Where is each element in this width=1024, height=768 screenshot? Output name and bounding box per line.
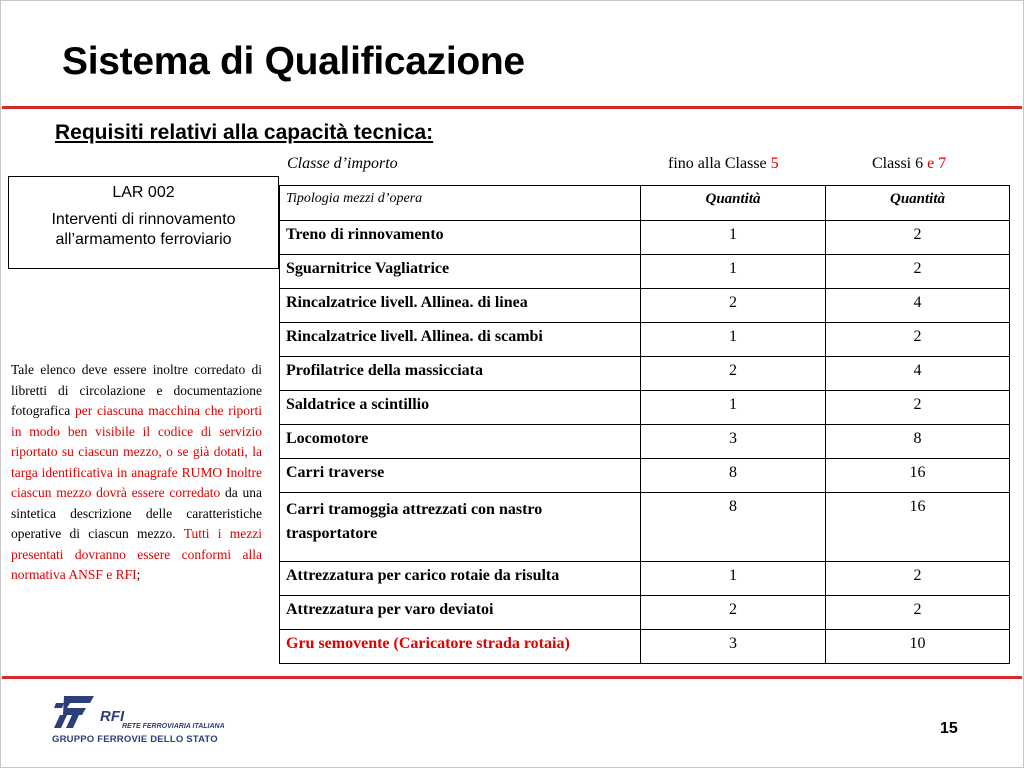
equipment-name: Carri tramoggia attrezzati con nastro trasportatore — [280, 493, 641, 562]
classe-importo-text: Classe d’importo — [287, 155, 398, 172]
class-range-1-num: 5 — [770, 155, 779, 172]
equipment-name: Carri traverse — [280, 459, 641, 493]
header-tipologia: Tipologia mezzi d’opera — [280, 186, 641, 221]
logo-tagline: RETE FERROVIARIA ITALIANA — [122, 723, 225, 730]
quantity-class-5: 1 — [641, 255, 826, 289]
equipment-name: Sguarnitrice Vagliatrice — [280, 255, 641, 289]
quantity-class-6-7: 8 — [826, 425, 1010, 459]
quantity-class-5: 2 — [641, 357, 826, 391]
table-row — [280, 596, 1010, 630]
quantity-class-6-7: 2 — [826, 221, 1010, 255]
lar-info-box — [8, 176, 279, 269]
table-row — [280, 357, 1010, 391]
equipment-name: Locomotore — [280, 425, 641, 459]
note-part-4: Tutti i mezzi presentati dovranno essere conformi alla normativa ANSF e RFI — [11, 526, 262, 582]
quantity-class-6-7: 2 — [826, 562, 1010, 596]
quantity-class-5: 3 — [641, 630, 826, 664]
note-part-1: Tale elenco deve essere inoltre corredato di libretti di circolazione e documentazione fotografica — [11, 362, 262, 418]
table-row — [280, 630, 1010, 664]
note-part-3: da una sintetica descrizione delle caratteristiche operative di ciascun mezzo. — [11, 485, 262, 541]
equipment-name: Profilatrice della massicciata — [280, 357, 641, 391]
note-part-2: per ciascuna macchina che riporti in modo ben visibile il codice di servizio riportato su ciascun mezzo, o se già dotati, la targa identificativa in anagrafe RUMO Inoltre ciascun mezzo dovrà essere corredato — [11, 403, 263, 500]
logo-group-name: GRUPPO FERROVIE DELLO STATO — [52, 734, 218, 745]
lar-code: LAR 002 — [112, 184, 175, 201]
section-subtitle: Requisiti relativi alla capacità tecnica: — [55, 121, 434, 144]
quantity-class-6-7: 2 — [826, 391, 1010, 425]
table-row — [280, 255, 1010, 289]
table-row — [280, 459, 1010, 493]
table-row — [280, 289, 1010, 323]
quantity-class-5: 8 — [641, 493, 826, 562]
quantity-class-5: 1 — [641, 562, 826, 596]
equipment-name: Attrezzatura per varo deviatoi — [280, 596, 641, 630]
quantity-class-5: 1 — [641, 323, 826, 357]
page-number: 15 — [940, 720, 958, 737]
quantity-class-6-7: 2 — [826, 255, 1010, 289]
class-range-2-prefix: Classi 6 — [872, 155, 928, 172]
classe-importo-label — [287, 155, 398, 173]
quantity-class-5: 2 — [641, 596, 826, 630]
quantity-class-6-7: 4 — [826, 357, 1010, 391]
quantity-class-5: 3 — [641, 425, 826, 459]
quantity-class-5: 8 — [641, 459, 826, 493]
quantity-class-6-7: 4 — [826, 289, 1010, 323]
class-range-2-num: 7 — [938, 155, 947, 172]
equipment-name: Attrezzatura per carico rotaie da risulta — [280, 562, 641, 596]
quantity-class-6-7: 2 — [826, 596, 1010, 630]
table-row — [280, 221, 1010, 255]
quantity-class-6-7: 10 — [826, 630, 1010, 664]
quantity-class-5: 1 — [641, 221, 826, 255]
equipment-name: Rincalzatrice livell. Allinea. di scambi — [280, 323, 641, 357]
lar-description: Interventi di rinnovamento all’armamento ferroviario — [51, 211, 236, 248]
equipment-name: Rincalzatrice livell. Allinea. di linea — [280, 289, 641, 323]
table-row — [280, 323, 1010, 357]
requirements-note — [11, 360, 262, 586]
quantity-class-5: 1 — [641, 391, 826, 425]
header-quantita-1: Quantità — [641, 186, 826, 221]
table-row — [280, 425, 1010, 459]
equipment-name: Saldatrice a scintillio — [280, 391, 641, 425]
equipment-name: Treno di rinnovamento — [280, 221, 641, 255]
note-part-5: ; — [136, 567, 141, 582]
rfi-logo-icon — [50, 694, 96, 730]
table-row — [280, 562, 1010, 596]
quantity-class-6-7: 16 — [826, 459, 1010, 493]
bottom-divider — [2, 676, 1022, 679]
table-row — [280, 391, 1010, 425]
class-range-2 — [872, 155, 946, 173]
quantity-class-6-7: 16 — [826, 493, 1010, 562]
quantity-class-6-7: 2 — [826, 323, 1010, 357]
equipment-table — [279, 185, 1010, 664]
header-quantita-2: Quantità — [826, 186, 1010, 221]
table-header-row — [280, 186, 1010, 221]
table-row — [280, 493, 1010, 562]
slide-title: Sistema di Qualificazione — [62, 40, 525, 83]
top-divider — [2, 106, 1022, 109]
class-range-1-prefix: fino alla Classe — [668, 155, 771, 172]
class-range-2-e: e — [927, 155, 939, 172]
class-range-1 — [668, 155, 779, 173]
logo-name: RFI — [100, 708, 125, 725]
quantity-class-5: 2 — [641, 289, 826, 323]
equipment-name: Gru semovente (Caricatore strada rotaia) — [280, 630, 641, 664]
